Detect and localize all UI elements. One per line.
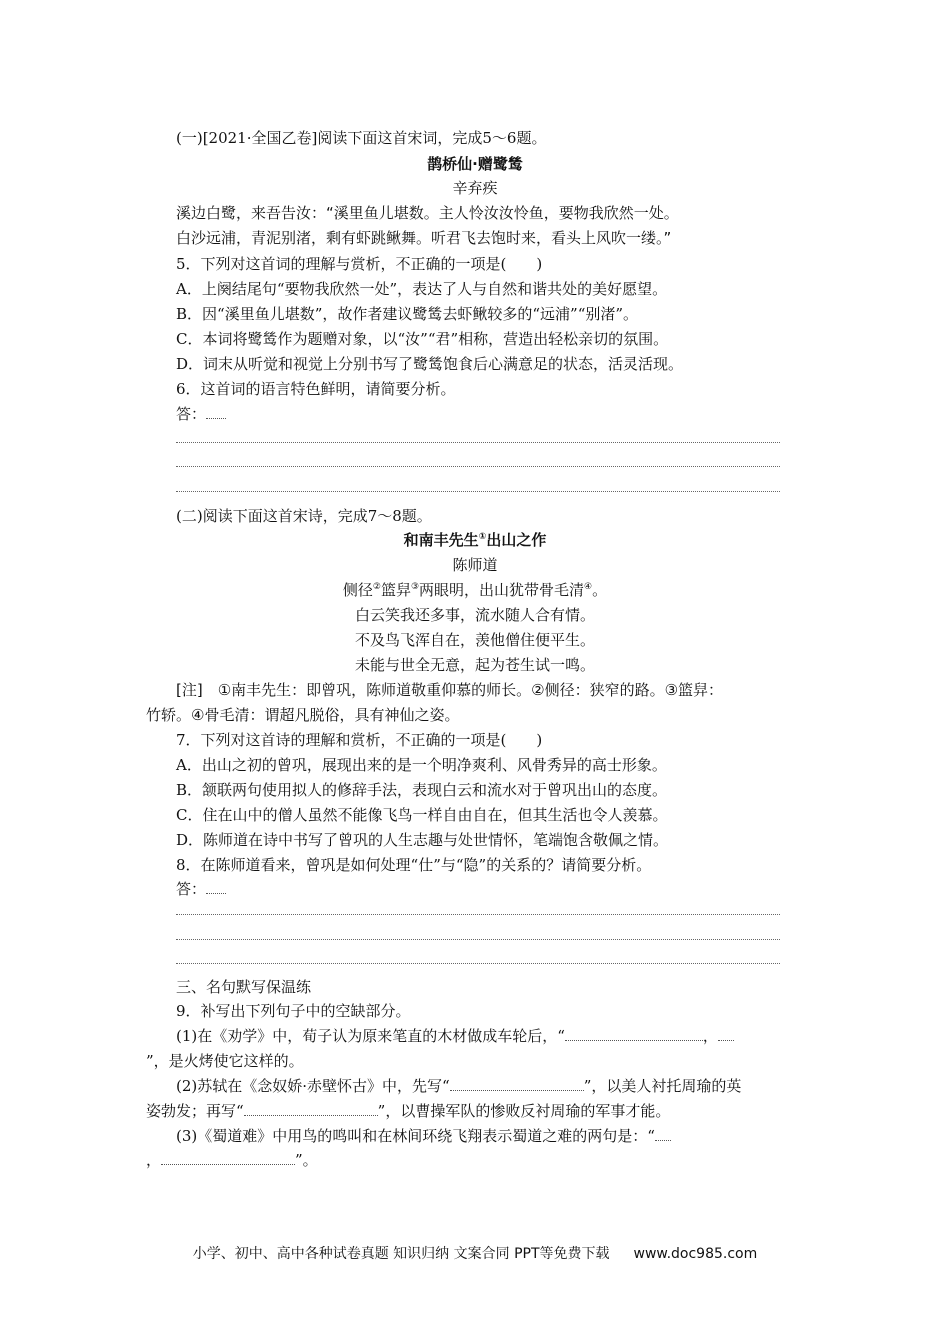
section2-note-line-2: 竹轿。④骨毛清：谓超凡脱俗，具有神仙之姿。	[146, 706, 460, 724]
footer-url-link[interactable]: www.doc985.com	[633, 1246, 758, 1262]
answer-label: 答：	[176, 880, 207, 898]
footnote-marker: ④	[584, 582, 593, 592]
section3-heading: 三、名句默写保温练	[176, 978, 312, 996]
section1-poem-title: 鹊桥仙·赠鹭鸶	[427, 155, 523, 173]
question-7: 7．下列对这首诗的理解和赏析，不正确的一项是( )	[176, 731, 543, 749]
answer-blank[interactable]	[206, 406, 226, 419]
fill-blank[interactable]	[655, 1128, 671, 1141]
answer-line[interactable]	[176, 939, 780, 940]
question-6-answer[interactable]	[176, 404, 226, 424]
question-9-1-cont: ”，是火烤使它这样的。	[146, 1052, 304, 1070]
question-7-option-d: D．陈师道在诗中书写了曾巩的人生志趣与处世情怀，笔端饱含敬佩之情。	[176, 831, 669, 849]
section2-poem-line-1: 侧径②篮舁③两眼明，出山犹带骨毛清④。	[342, 581, 608, 599]
fill-blank[interactable]	[161, 1152, 295, 1165]
footnote-marker: ③	[410, 582, 420, 592]
section1-poem-line-2: 白沙远浦，青泥别渚，剩有虾跳鳅舞。听君飞去饱时来，看头上风吹一缕。”	[176, 229, 672, 247]
question-7-option-a: A．出山之初的曾巩，展现出来的是一个明净爽利、风骨秀异的高士形象。	[176, 756, 667, 774]
question-5-option-b: B．因“溪里鱼儿堪数”，故作者建议鹭鸶去虾鳅较多的“远浦”“别渚”。	[176, 305, 639, 323]
question-9: 9．补写出下列句子中的空缺部分。	[176, 1002, 411, 1020]
question-9-3: (3)《蜀道难》中用鸟的鸣叫和在林间环绕飞翔表示蜀道之难的两句是：“	[176, 1126, 671, 1146]
question-7-option-c: C．住在山中的僧人虽然不能像飞鸟一样自由自在，但其生活也令人羡慕。	[176, 806, 668, 824]
question-5-option-d: D．词末从听觉和视觉上分别书写了鹭鸶饱食后心满意足的状态，活灵活现。	[176, 355, 684, 373]
answer-blank[interactable]	[206, 881, 226, 894]
section2-poem-title: 和南丰先生①出山之作	[403, 531, 547, 549]
section2-poem-line-4: 未能与世全无意，起为苍生试一鸣。	[354, 656, 595, 674]
fill-blank[interactable]	[450, 1078, 584, 1091]
question-5-option-c: C．本词将鹭鸶作为题赠对象，以“汝”“君”相称，营造出轻松亲切的氛围。	[176, 330, 669, 348]
answer-line[interactable]	[176, 491, 780, 492]
question-8: 8．在陈师道看来，曾巩是如何处理“仕”与“隐”的关系的？请简要分析。	[176, 856, 652, 874]
section1-intro: (一)[2021·全国乙卷]阅读下面这首宋词，完成5～6题。	[176, 129, 547, 147]
question-9-1: (1)在《劝学》中，荀子认为原来笔直的木材做成车轮后，“ ，	[176, 1026, 734, 1046]
section1-poem-line-1: 溪边白鹭，来吾告汝：“溪里鱼儿堪数。主人怜汝汝怜鱼，要物我欣然一处。	[176, 204, 679, 222]
section2-poem-line-3: 不及鸟飞浑自在，羡他僧住便平生。	[354, 631, 595, 649]
question-7-option-b: B．颔联两句使用拟人的修辞手法，表现白云和流水对于曾巩出山的态度。	[176, 781, 668, 799]
answer-label: 答：	[176, 405, 207, 423]
answer-line[interactable]	[176, 963, 780, 964]
section2-note-line-1: [注] ①南丰先生：即曾巩，陈师道敬重仰慕的师长。②侧径：狭窄的路。③篮舁：	[176, 681, 724, 699]
question-6: 6．这首词的语言特色鲜明，请简要分析。	[176, 380, 456, 398]
footnote-marker: ②	[372, 582, 381, 592]
question-9-3-cont: ， ”。	[146, 1151, 318, 1169]
question-8-answer[interactable]	[176, 879, 226, 899]
question-9-2: (2)苏轼在《念奴娇·赤壁怀古》中，先写“ ”，以美人衬托周瑜的英	[176, 1077, 742, 1095]
fill-blank[interactable]	[718, 1028, 734, 1041]
fill-blank[interactable]	[244, 1103, 378, 1116]
section1-author: 辛弃疾	[452, 179, 498, 197]
section2-author: 陈师道	[452, 556, 498, 574]
section2-intro: (二)阅读下面这首宋诗，完成7～8题。	[176, 507, 432, 525]
page-footer	[0, 1243, 950, 1263]
footnote-marker: ①	[478, 532, 487, 542]
footer-text: 小学、初中、高中各种试卷真题 知识归纳 文案合同 PPT等免费下载	[192, 1246, 610, 1262]
section2-poem-line-2: 白云笑我还多事，流水随人合有情。	[354, 606, 595, 624]
question-5: 5．下列对这首词的理解与赏析，不正确的一项是( )	[176, 255, 543, 273]
answer-line[interactable]	[176, 466, 780, 467]
answer-line[interactable]	[176, 442, 780, 443]
question-9-2-cont: 姿勃发；再写“ ”，以曹操军队的惨败反衬周瑜的军事才能。	[146, 1102, 671, 1120]
question-5-option-a: A．上阕结尾句“要物我欣然一处”，表达了人与自然和谐共处的美好愿望。	[176, 280, 668, 298]
fill-blank[interactable]	[565, 1028, 703, 1041]
answer-line[interactable]	[176, 914, 780, 915]
